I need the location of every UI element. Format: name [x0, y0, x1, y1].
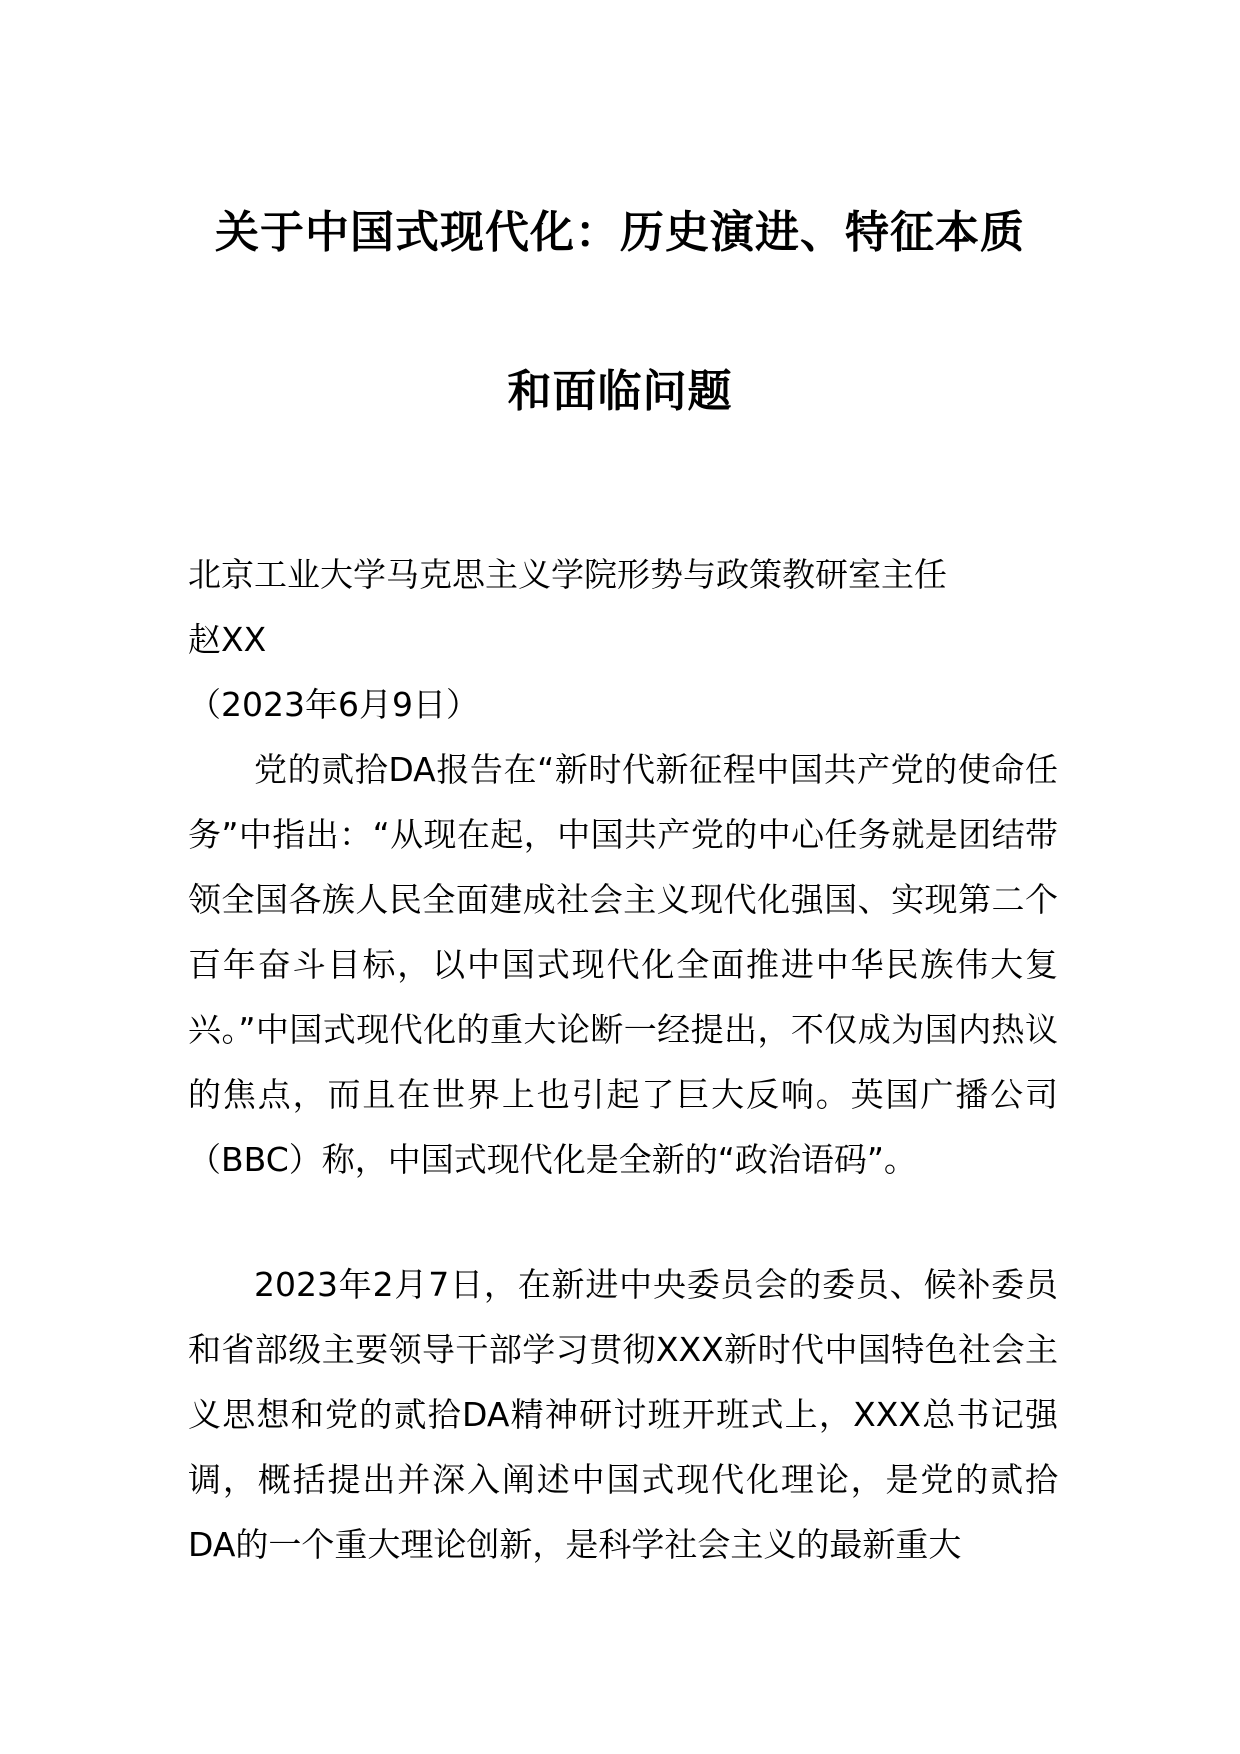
- document-title-line-1: 关于中国式现代化：历史演进、特征本质: [215, 207, 1025, 258]
- body-paragraph: 党的贰拾DA报告在“新时代新征程中国共产党的使命任务”中指出：“从现在起，中国共产党的中心任务就是团结带领全国各族人民全面建成社会主义现代化强国、实现第二个百年奋斗目标，以中国式现代化全面推进中华民族伟大复兴。”中国式现代化的重大论断一经提出，不仅成为国内热议的焦点，而且在世界上也引起了巨大反响。英国广播公司（BBC）称，中国式现代化是全新的“政治语码”。: [188, 750, 1058, 1179]
- body-paragraph: 2023年2月7日，在新进中央委员会的委员、候补委员和省部级主要领导干部学习贯彻XXX新时代中国特色社会主义思想和党的贰拾DA精神研讨班开班式上，XXX总书记强调，概括提出并深入阐述中国式现代化理论，是党的贰拾DA的一个重大理论创新，是科学社会主义的最新重大: [188, 1265, 1058, 1564]
- author-affiliation: 北京工业大学马克思主义学院形势与政策教研室主任: [188, 555, 947, 594]
- author-name: 赵XX: [188, 620, 267, 659]
- body-paragraph-2-container: [188, 1252, 1058, 1577]
- document-title-line-2: 和面临问题: [507, 366, 733, 417]
- document-date: （2023年6月9日）: [188, 685, 479, 724]
- author-block: [188, 542, 1058, 737]
- body-paragraph-1-container: [188, 737, 1058, 1192]
